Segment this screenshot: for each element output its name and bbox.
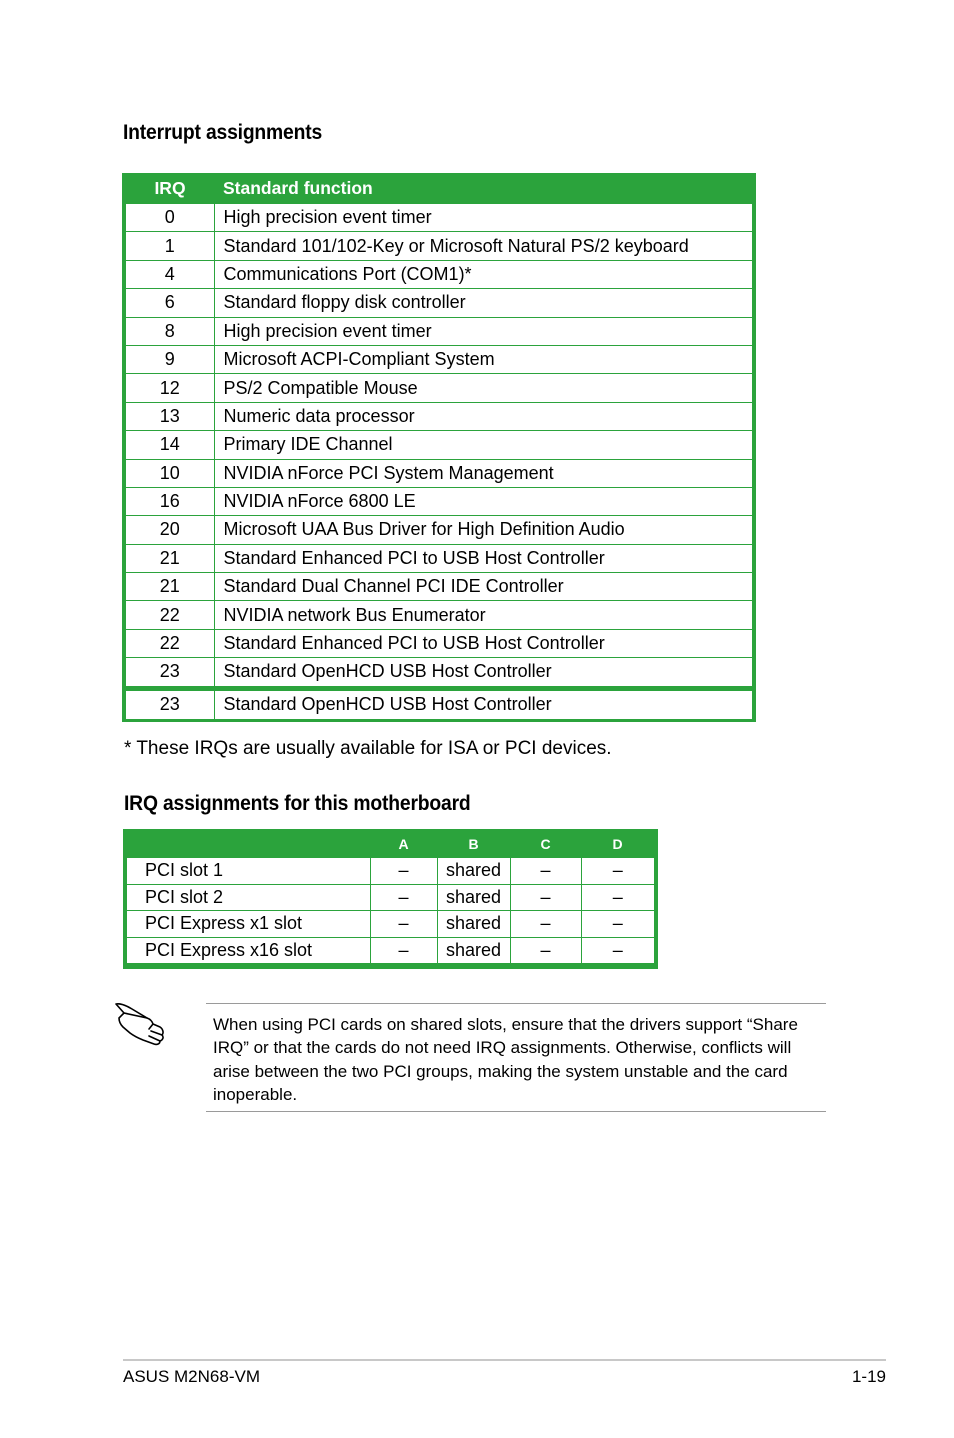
table-row (127, 858, 654, 884)
slot-value-cell: – (581, 884, 654, 911)
column-header-c: C (540, 835, 551, 852)
irq-number-cell: 23 (126, 688, 214, 719)
slot-value-cell: shared (437, 858, 510, 884)
irq-function-cell: Communications Port (COM1)* (214, 260, 752, 288)
table-row (126, 544, 752, 572)
table-row (126, 345, 752, 373)
irq-column-header: IRQ (154, 178, 186, 198)
irq-function-cell: Primary IDE Channel (214, 431, 752, 459)
table-row (126, 688, 752, 719)
function-column-header: Standard function (223, 178, 373, 198)
irq-function-cell: Standard 101/102-Key or Microsoft Natural PS/2 keyboard (214, 232, 752, 260)
table-row (126, 629, 752, 657)
slot-value-cell: – (370, 911, 437, 938)
irq-number-cell: 22 (126, 629, 214, 657)
irq-function-cell: Standard OpenHCD USB Host Controller (214, 688, 752, 719)
table-row (126, 487, 752, 515)
slot-name-cell: PCI Express x1 slot (127, 911, 370, 938)
irq-function-cell: NVIDIA network Bus Enumerator (214, 601, 752, 629)
table-row (126, 601, 752, 629)
slot-value-cell: shared (437, 937, 510, 963)
slot-value-cell: – (581, 937, 654, 963)
irq-function-cell: Standard OpenHCD USB Host Controller (214, 658, 752, 688)
slot-table (127, 829, 654, 963)
slot-name-cell: PCI slot 2 (127, 884, 370, 911)
table-row (127, 911, 654, 938)
slot-value-cell: – (370, 884, 437, 911)
table-row (126, 459, 752, 487)
irq-function-cell: Standard Dual Channel PCI IDE Controller (214, 573, 752, 601)
irq-number-cell: 9 (126, 345, 214, 373)
slot-value-cell: shared (437, 911, 510, 938)
column-header-b: B (468, 835, 479, 852)
footer-product-name: ASUS M2N68-VM (123, 1367, 260, 1386)
table-row (126, 573, 752, 601)
irq-number-cell: 14 (126, 431, 214, 459)
slot-value-cell: – (581, 858, 654, 884)
slot-value-cell: – (510, 911, 581, 938)
irq-number-cell: 22 (126, 601, 214, 629)
irq-function-cell: High precision event timer (214, 317, 752, 345)
column-header-d: D (612, 835, 623, 852)
table-row (127, 937, 654, 963)
irq-function-cell: PS/2 Compatible Mouse (214, 374, 752, 402)
note-text: When using PCI cards on shared slots, ensure that the drivers support “Share IRQ” or that the cards do not need IRQ assignments. Otherwise, conflicts will arise between the two PCI groups, making the system unstable and the card inoperable. (213, 1015, 798, 1104)
irq-number-cell: 8 (126, 317, 214, 345)
interrupt-assignments-heading: Interrupt assignments (123, 121, 323, 144)
irq-number-cell: 13 (126, 402, 214, 430)
footer-divider (123, 1359, 886, 1361)
irq-number-cell: 16 (126, 487, 214, 515)
irq-table (126, 173, 752, 719)
table-row (126, 317, 752, 345)
slot-value-cell: – (581, 911, 654, 938)
table-row (126, 289, 752, 317)
motherboard-irq-table (123, 829, 658, 969)
slot-value-cell: – (510, 937, 581, 963)
table-row (126, 431, 752, 459)
irq-number-cell: 0 (126, 204, 214, 232)
irq-table-header (126, 173, 752, 204)
slot-column-header (127, 829, 370, 858)
irq-number-cell: 23 (126, 658, 214, 688)
irq-function-cell: Standard floppy disk controller (214, 289, 752, 317)
table-row (126, 374, 752, 402)
irq-number-cell: 6 (126, 289, 214, 317)
irq-function-cell: Standard Enhanced PCI to USB Host Controller (214, 544, 752, 572)
irq-function-cell: Standard Enhanced PCI to USB Host Controller (214, 629, 752, 657)
table-row (126, 260, 752, 288)
irq-function-cell: NVIDIA nForce PCI System Management (214, 459, 752, 487)
note-box (206, 1003, 826, 1112)
irq-number-cell: 20 (126, 516, 214, 544)
footer-page-number: 1-19 (851, 1367, 886, 1386)
irq-function-cell: NVIDIA nForce 6800 LE (214, 487, 752, 515)
slot-name-cell: PCI Express x16 slot (127, 937, 370, 963)
slot-value-cell: – (510, 858, 581, 884)
slot-value-cell: – (510, 884, 581, 911)
irq-number-cell: 21 (126, 573, 214, 601)
pointing-hand-icon (113, 1000, 167, 1046)
irq-number-cell: 4 (126, 260, 214, 288)
table-row (127, 884, 654, 911)
irq-number-cell: 10 (126, 459, 214, 487)
irq-function-cell: Numeric data processor (214, 402, 752, 430)
motherboard-irq-heading: IRQ assignments for this motherboard (124, 792, 471, 815)
table-row (126, 658, 752, 688)
irq-number-cell: 12 (126, 374, 214, 402)
slot-table-header (127, 829, 654, 858)
table-row (126, 232, 752, 260)
slot-value-cell: – (370, 858, 437, 884)
table-row (126, 204, 752, 232)
slot-name-cell: PCI slot 1 (127, 858, 370, 884)
irq-function-cell: Microsoft ACPI-Compliant System (214, 345, 752, 373)
column-header-a: A (398, 835, 409, 852)
slot-value-cell: shared (437, 884, 510, 911)
slot-value-cell: – (370, 937, 437, 963)
interrupt-assignments-table (122, 173, 756, 722)
irq-number-cell: 1 (126, 232, 214, 260)
irq-number-cell: 21 (126, 544, 214, 572)
table-row (126, 516, 752, 544)
irq-function-cell: High precision event timer (214, 204, 752, 232)
table-row (126, 402, 752, 430)
irq-function-cell: Microsoft UAA Bus Driver for High Definition Audio (214, 516, 752, 544)
irq-footnote: * These IRQs are usually available for ISA or PCI devices. (124, 738, 612, 759)
